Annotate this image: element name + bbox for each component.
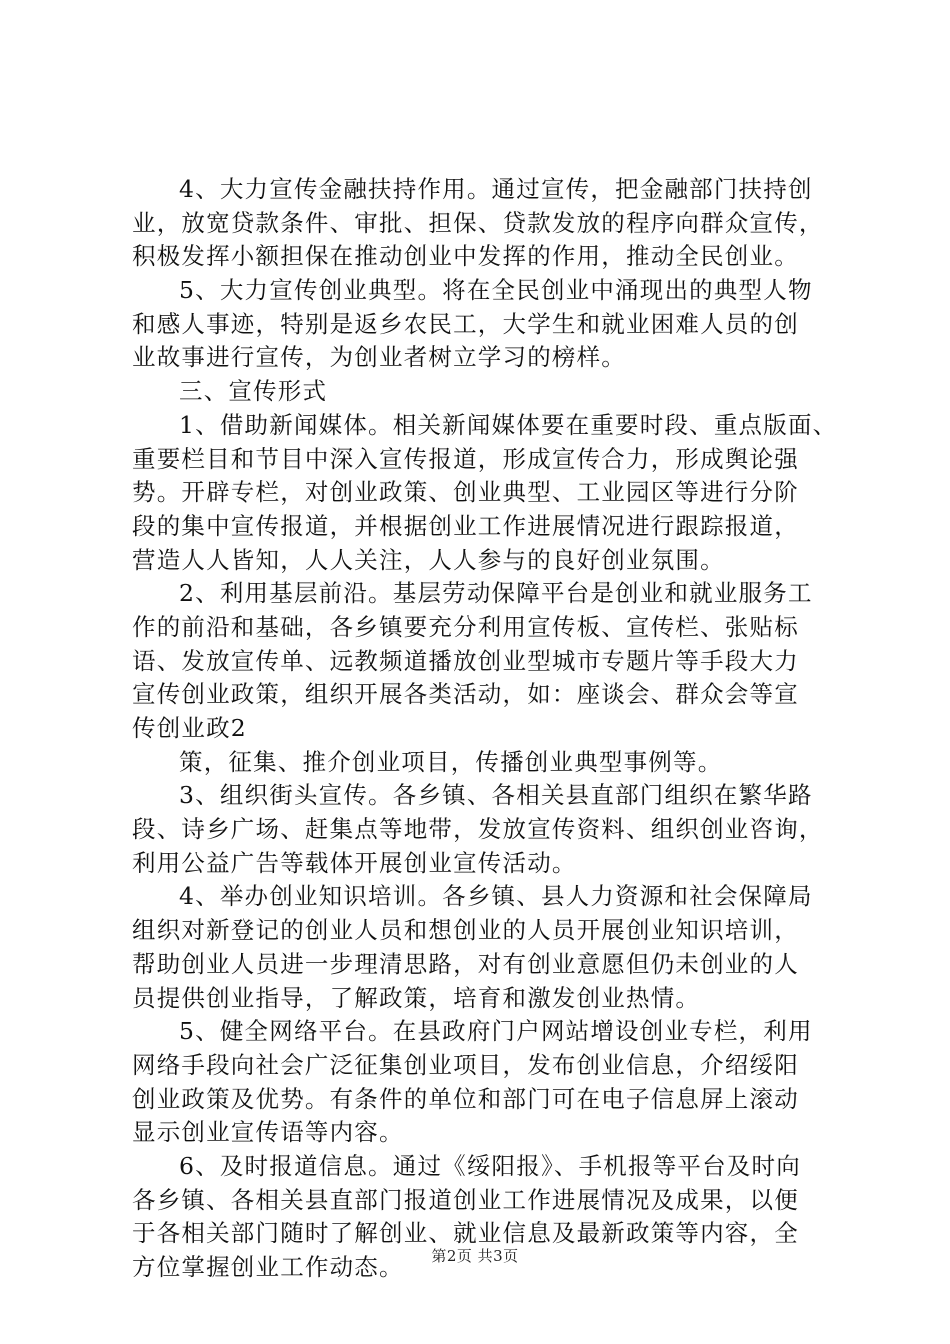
text-line: 员提供创业指导，了解政策，培育和激发创业热情。 xyxy=(132,983,701,1012)
text-line: 作的前沿和基础，各乡镇要充分利用宣传板、宣传栏、张贴标 xyxy=(132,612,799,641)
text-line: 策，征集、推介创业项目，传播创业典型事例等。 xyxy=(179,747,723,776)
text-line: 方位掌握创业工作动态。 xyxy=(132,1253,404,1281)
text-line: 业故事进行宣传，为创业者树立学习的榜样。 xyxy=(132,343,626,372)
text-line: 4、举办创业知识培训。各乡镇、县人力资源和社会保障局 xyxy=(179,882,813,911)
text-line: 于各相关部门随时了解创业、就业信息及最新政策等内容，全 xyxy=(132,1219,799,1248)
document-body xyxy=(132,173,838,1285)
text-line: 段、诗乡广场、赶集点等地带，发放宣传资料、组织创业咨询， xyxy=(132,815,824,844)
text-line: 1、借助新闻媒体。相关新闻媒体要在重要时段、重点版面、 xyxy=(179,410,838,439)
text-line: 显示创业宣传语等内容。 xyxy=(132,1118,404,1147)
text-line: 2、利用基层前沿。基层劳动保障平台是创业和就业服务工 xyxy=(179,579,813,608)
text-line: 业，放宽贷款条件、审批、担保、贷款发放的程序向群众宣传， xyxy=(132,208,824,237)
text-line: 宣传创业政策，组织开展各类活动，如：座谈会、群众会等宣 xyxy=(132,680,799,709)
text-line: 网络手段向社会广泛征集创业项目，发布创业信息，介绍绥阳 xyxy=(132,1050,799,1079)
text-line: 5、大力宣传创业典型。将在全民创业中涌现出的典型人物 xyxy=(179,276,813,305)
text-line: 帮助创业人员进一步理清思路，对有创业意愿但仍未创业的人 xyxy=(132,949,799,978)
text-line: 3、组织街头宣传。各乡镇、各相关县直部门组织在繁华路 xyxy=(179,781,813,810)
text-line: 各乡镇、各相关县直部门报道创业工作进展情况及成果，以便 xyxy=(132,1185,799,1214)
text-line: 传创业政2 xyxy=(132,714,247,742)
text-line: 和感人事迹，特别是返乡农民工，大学生和就业困难人员的创 xyxy=(132,309,799,338)
text-line: 势。开辟专栏，对创业政策、创业典型、工业园区等进行分阶 xyxy=(132,478,799,507)
text-line: 组织对新登记的创业人员和想创业的人员开展创业知识培训， xyxy=(132,916,799,945)
text-line: 6、及时报道信息。通过《绥阳报》、手机报等平台及时向 xyxy=(179,1151,801,1180)
text-line: 重要栏目和节目中深入宣传报道，形成宣传合力，形成舆论强 xyxy=(132,444,799,473)
text-line: 营造人人皆知，人人关注，人人参与的良好创业氛围。 xyxy=(132,545,725,574)
text-line: 利用公益广告等载体开展创业宣传活动。 xyxy=(132,848,577,877)
text-line: 语、发放宣传单、远教频道播放创业型城市专题片等手段大力 xyxy=(132,646,799,675)
page-footer: 第2页 共3页 xyxy=(431,1247,519,1265)
text-line: 创业政策及优势。有条件的单位和部门可在电子信息屏上滚动 xyxy=(132,1084,799,1113)
text-line: 积极发挥小额担保在推动创业中发挥的作用，推动全民创业。 xyxy=(132,242,799,271)
text-line: 三、宣传形式 xyxy=(179,377,328,406)
text-line: 5、健全网络平台。在县政府门户网站增设创业专栏，利用 xyxy=(179,1017,813,1046)
text-line: 段的集中宣传报道，并根据创业工作进展情况进行跟踪报道， xyxy=(132,511,799,540)
text-line: 4、大力宣传金融扶持作用。通过宣传，把金融部门扶持创 xyxy=(179,175,813,203)
